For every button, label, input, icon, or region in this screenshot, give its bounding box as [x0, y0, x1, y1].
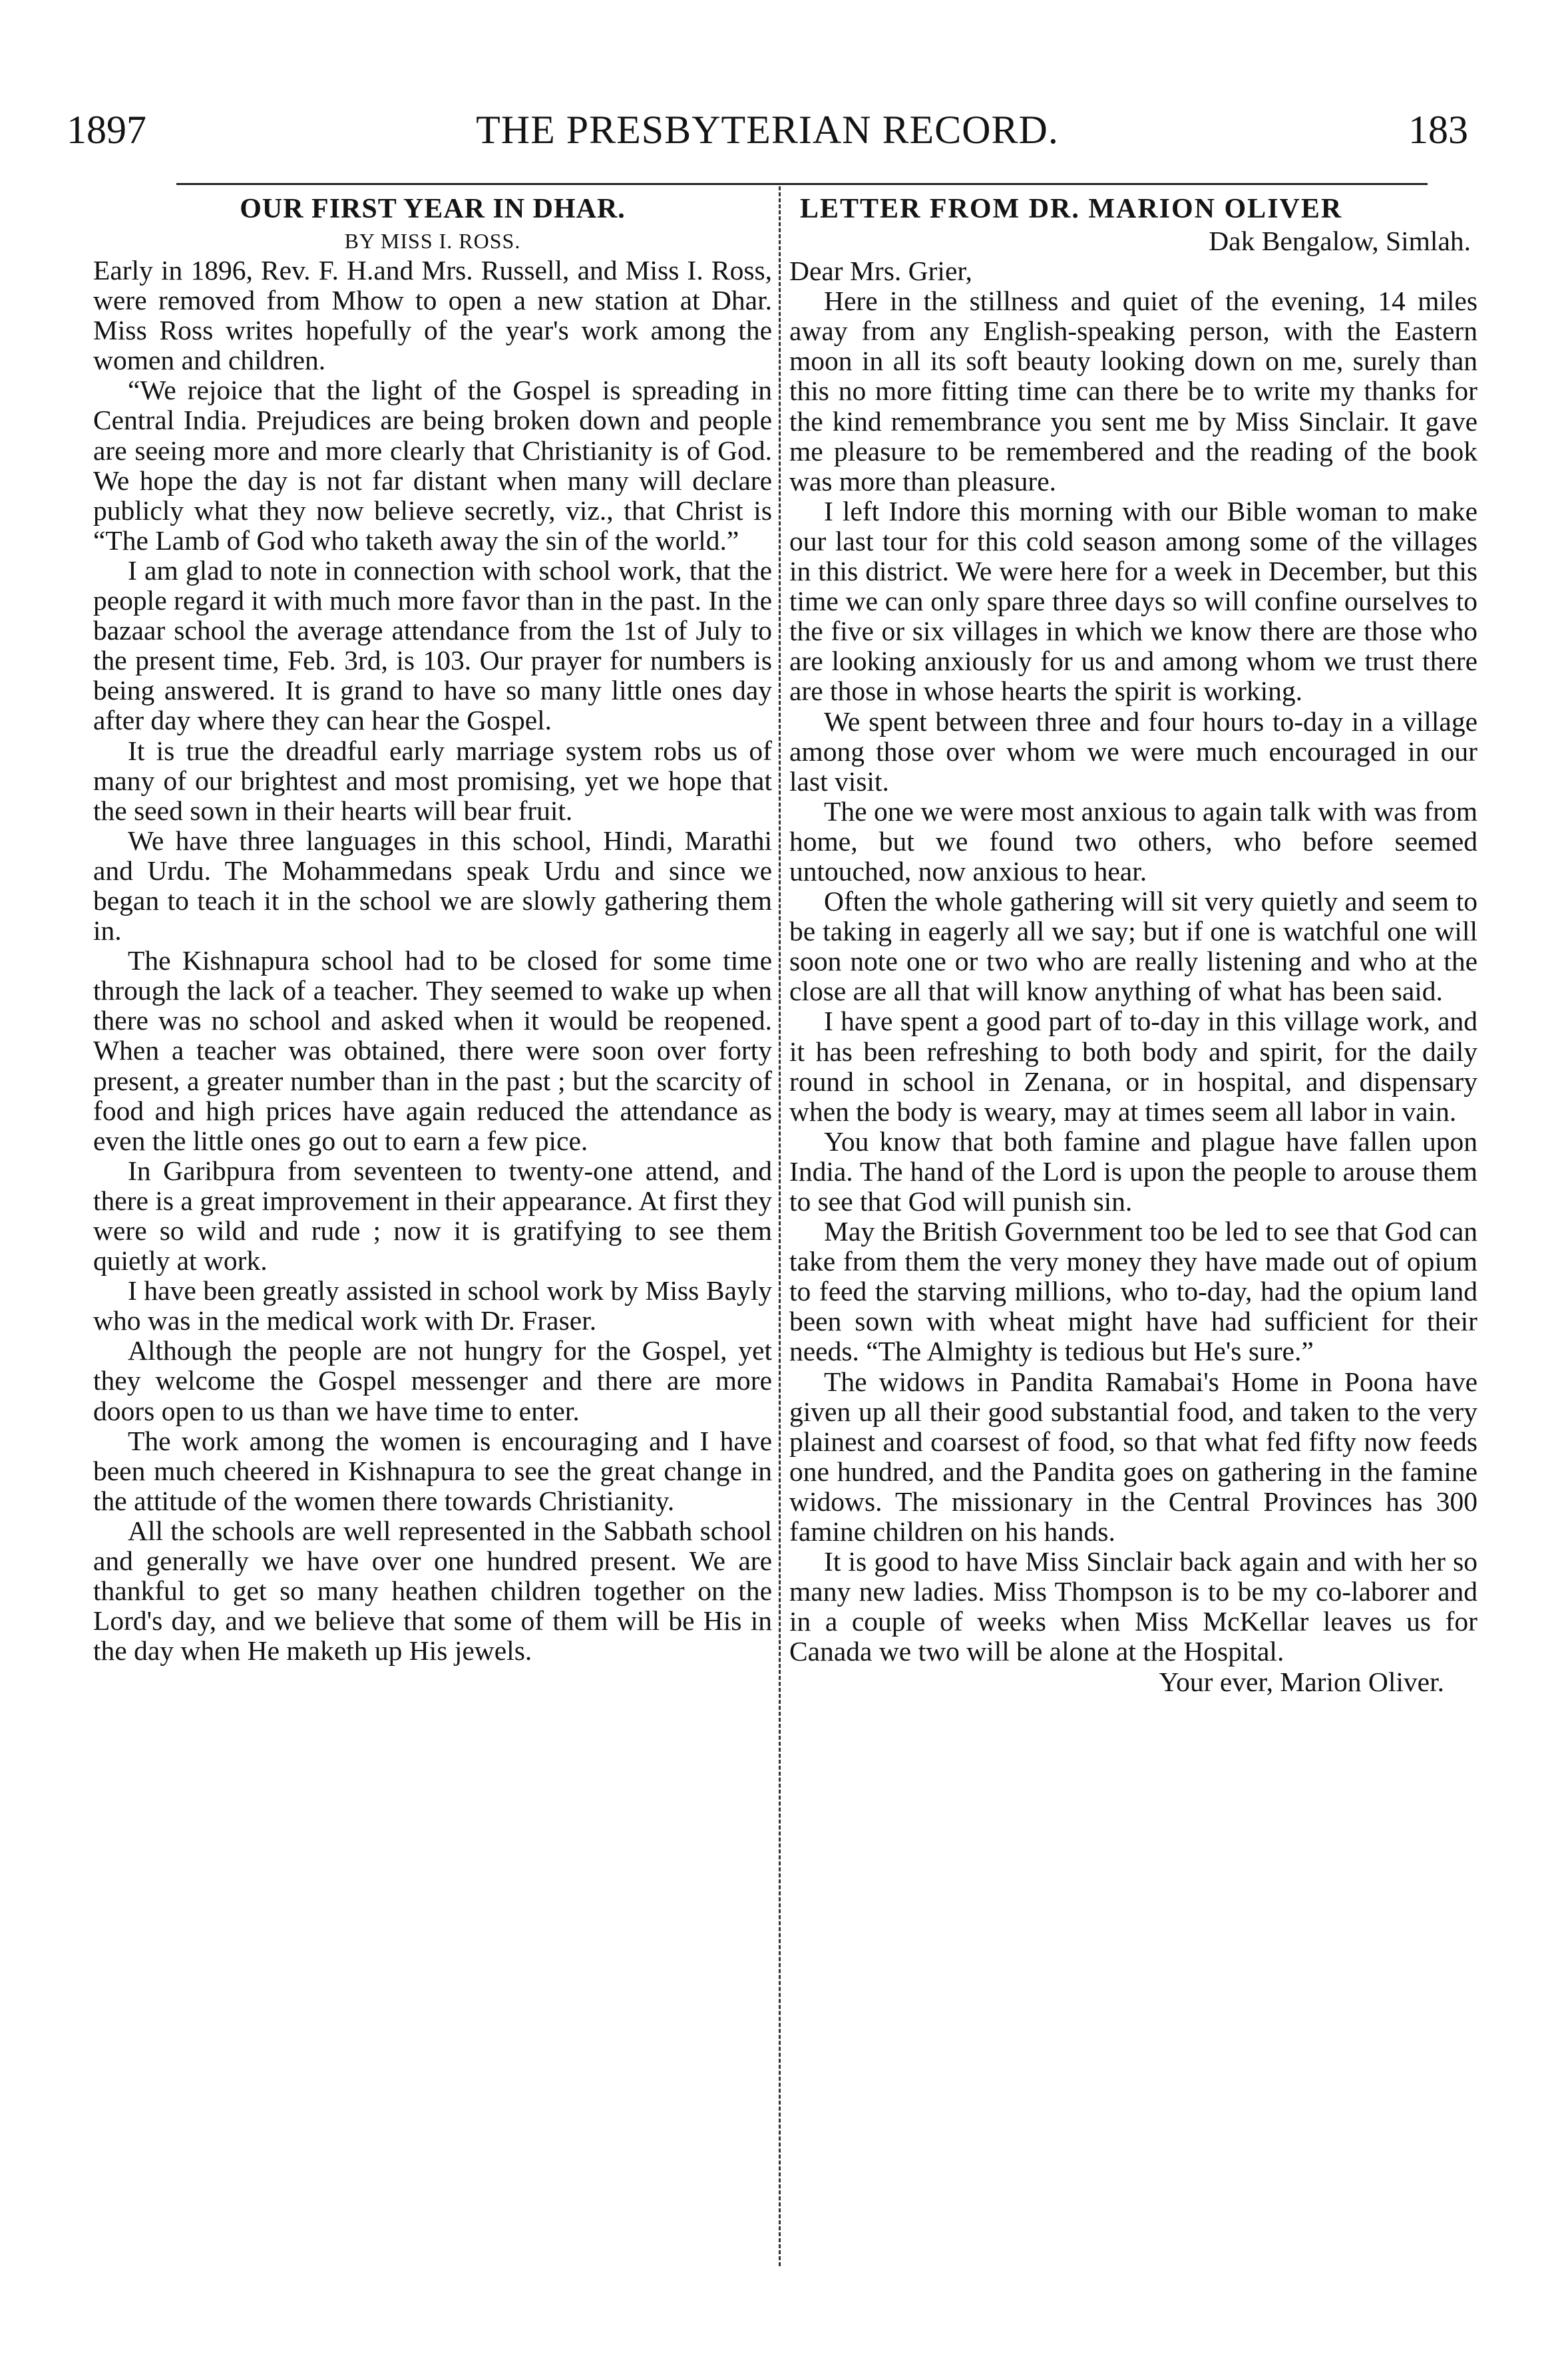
- article-paragraph: We have three languages in this school, Hindi, Marathi and Urdu. The Mohammedans speak Urdu and since we began to teach it in the school we are slowly gathering them in.: [93, 825, 772, 946]
- column-divider: [779, 186, 781, 2266]
- header-rule: [176, 183, 1428, 185]
- article-paragraph: The Kishnapura school had to be closed for some time through the lack of a teacher. They seemed to wake up when there was no school and asked when it would be reopened. When a teacher was obtained, there were soon over forty present, a greater number than in the past ; but the scarcity of food and high prices have again reduced the attendance as even the little ones go out to earn a few pice.: [93, 945, 772, 1156]
- letter-place: Dak Bengalow, Simlah.: [1209, 226, 1471, 256]
- right-column: [789, 192, 1477, 1697]
- letter-paragraph: It is good to have Miss Sinclair back again and with her so many new ladies. Miss Thompson is to be my co-laborer and in a couple of weeks when Miss McKellar leaves us for Canada we two will be alone at the Hospital.: [789, 1546, 1477, 1667]
- article-paragraph: The work among the women is encouraging and I have been much cheered in Kishnapura to see the great change in the attitude of the women there towards Christianity.: [93, 1425, 772, 1516]
- page-number: 183: [1408, 108, 1468, 152]
- article-paragraph: Although the people are not hungry for the Gospel, yet they welcome the Gospel messenger and there are more doors open to us than we have time to enter.: [93, 1335, 772, 1426]
- right-article-title: LETTER FROM DR. MARION OLIVER: [800, 194, 1343, 224]
- article-paragraph: I have been greatly assisted in school work by Miss Bayly who was in the medical work with Dr. Fraser.: [93, 1275, 772, 1336]
- letter-paragraph: I left Indore this morning with our Bible woman to make our last tour for this cold season among some of the villages in this district. We were here for a week in December, but this time we can only spare three days so will confine ourselves to the five or six villages in which we know there are those who are looking anxiously for us and among whom we trust there are those in whose hearts the spirit is working.: [789, 495, 1477, 707]
- article-paragraph: All the schools are well represented in the Sabbath school and generally we have over one hundred present. We are thankful to get so many heathen children together on the Lord's day, and we believe that some of them will be His in the day when He maketh up His jewels.: [93, 1515, 772, 1667]
- letter-paragraph: I have spent a good part of to-day in this village work, and it has been refreshing to both body and spirit, for the daily round in school in Zenana, or in hospital, and dispensary when the body is weary, may at times seem all labor in vain.: [789, 1006, 1477, 1127]
- letter-signoff: Your ever, Marion Oliver.: [1159, 1666, 1444, 1697]
- running-header: [67, 100, 1468, 160]
- letter-paragraph: We spent between three and four hours to-day in a village among those over whom we were much encouraged in our last visit.: [789, 705, 1477, 797]
- letter-salutation: Dear Mrs. Grier,: [789, 256, 972, 287]
- left-article-byline: BY MISS I. ROSS.: [344, 229, 521, 253]
- letter-paragraph: The widows in Pandita Ramabai's Home in Poona have given up all their good substantial food, and taken to the very plainest and coarsest of food, so that what fed fifty now feeds one hundred, and the Pandita goes on gathering in the famine widows. The missionary in the Central Provinces has 300 famine children on his hands.: [789, 1366, 1477, 1547]
- letter-paragraph: Here in the stillness and quiet of the evening, 14 miles away from any English-speaking person, with the Eastern moon in all its soft beauty looking down on me, surely than this no more fitting time can there be to write my thanks for the kind remembrance you sent me by Miss Sinclair. It gave me pleasure to be remembered and the reading of the book was more than pleasure.: [789, 286, 1477, 496]
- article-paragraph: “We rejoice that the light of the Gospel is spreading in Central India. Prejudices are being broken down and people are seeing more and more clearly that Christianity is of God. We hope the day is not far distant when many will declare publicly what they now believe secretly, viz., that Christ is “The Lamb of God who taketh away the sin of the world.”: [93, 375, 772, 556]
- letter-paragraph: You know that both famine and plague have fallen upon India. The hand of the Lord is upon the people to arouse them to see that God will punish sin.: [789, 1125, 1477, 1217]
- article-paragraph: In Garibpura from seventeen to twenty-one attend, and there is a great improvement in their appearance. At first they were so wild and rude ; now it is gratifying to see them quietly at work.: [93, 1155, 772, 1277]
- left-column: [93, 192, 772, 1666]
- header-year: 1897: [67, 108, 146, 152]
- publication-title: THE PRESBYTERIAN RECORD.: [476, 108, 1059, 152]
- letter-paragraph: May the British Government too be led to see that God can take from them the very money they have made out of opium to feed the starving millions, who to-day, had the opium land been sown with wheat might have had sufficient for their needs. “The Almighty is tedious but He's sure.”: [789, 1216, 1477, 1367]
- letter-paragraph: Often the whole gathering will sit very quietly and seem to be taking in eagerly all we say; but if one is watchful one will soon note one or two who are really listening and who at the close are all that will know anything of what has been said.: [789, 886, 1477, 1007]
- left-article-title: OUR FIRST YEAR IN DHAR.: [240, 194, 626, 224]
- article-paragraph: I am glad to note in connection with school work, that the people regard it with much more favor than in the past. In the bazaar school the average attendance from the 1st of July to the present time, Feb. 3rd, is 103. Our prayer for numbers is being answered. It is grand to have so many little ones day after day where they can hear the Gospel.: [93, 554, 772, 736]
- article-paragraph: It is true the dreadful early marriage system robs us of many of our brightest and most promising, yet we hope that the seed sown in their hearts will bear fruit.: [93, 735, 772, 826]
- letter-paragraph: The one we were most anxious to again talk with was from home, but we found two others, who before seemed untouched, now anxious to hear.: [789, 795, 1477, 887]
- article-paragraph: Early in 1896, Rev. F. H.and Mrs. Russell, and Miss I. Ross, were removed from Mhow to open a new station at Dhar. Miss Ross writes hopefully of the year's work among the women and children.: [93, 255, 772, 376]
